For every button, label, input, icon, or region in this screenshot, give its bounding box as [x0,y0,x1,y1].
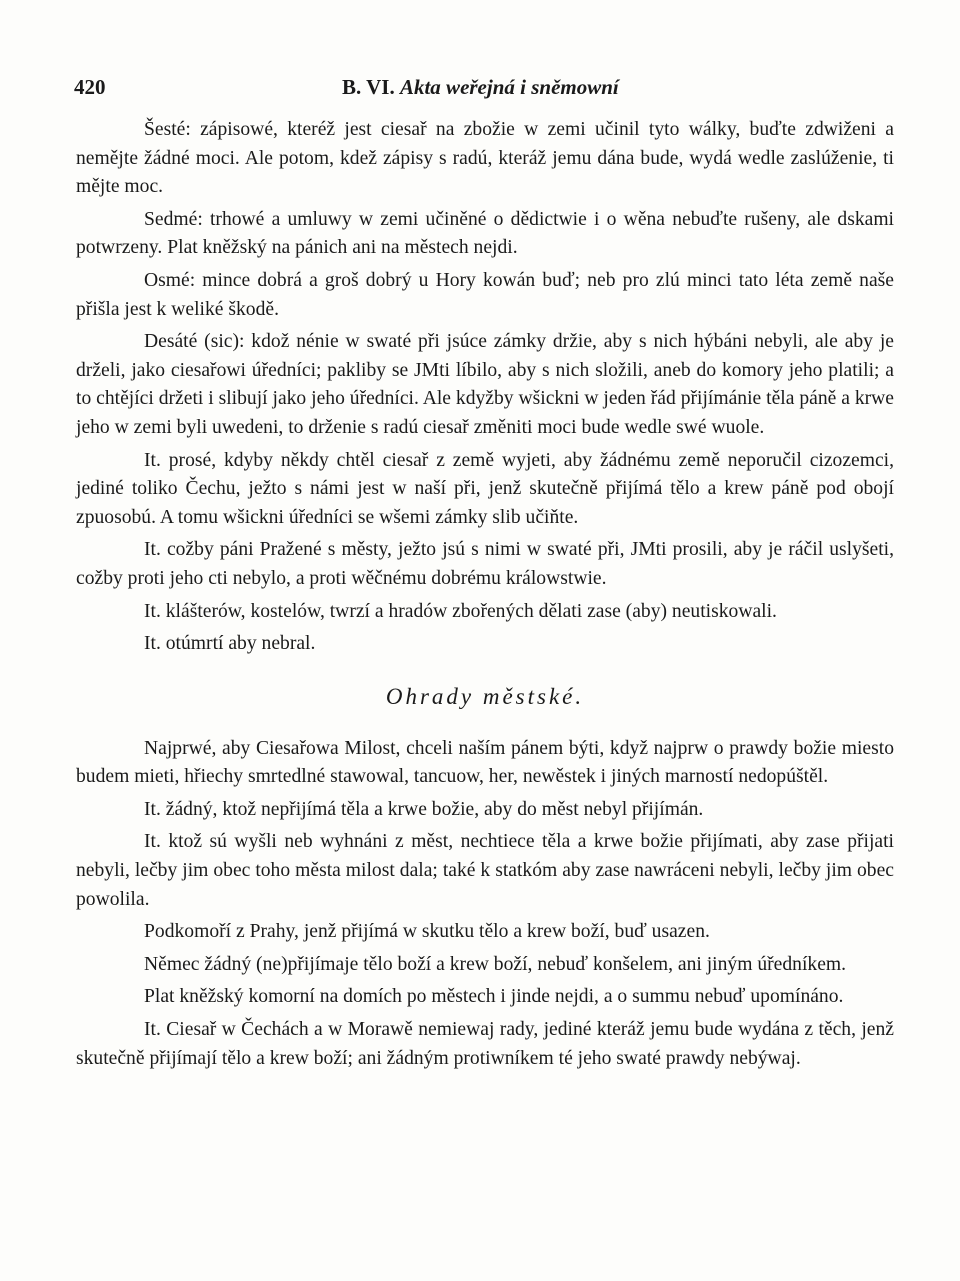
paragraph: Osmé: mince dobrá a groš dobrý u Hory kowán buď; neb pro zlú minci tato léta země naše přišla jest k weliké škodě. [76,269,894,320]
paragraph: It. klášterów, kostelów, twrzí a hradów zbořených dělati zase (aby) neutiskowali. [144,600,777,622]
paragraph: It. Ciesař w Čechách a w Morawě nemiewaj rady, jediné kteráž jemu bude wydána z těch, jenž skutečně přijímají tělo a krew boží; ani žádným protiwníkem té jeho swaté prawdy nebýwaj. [76,1019,894,1069]
body-text [76,116,894,1077]
paragraph: Šesté: zápisowé, kteréž jest ciesař na zbožie w zemi učinil tyto wálky, buďte zdwiženi a nemějte žádné moci. Ale potom, kdež zápisy s radú, kteráž jemu dána bude, wydá wedle zaslúženie, ti mějte moc. [76,119,894,198]
paragraph: It. otúmrtí aby nebral. [144,633,316,655]
page-number: 420 [74,75,106,99]
paragraph: It. ktož sú wyšli neb wyhnáni z měst, nechtiece těla a krwe božie přijímati, aby zase přijati nebyli, lečby jim obec toho města milost dala; také k statkóm aby zase nawráceni nebyli, lečby jim obec powolila. [76,831,894,910]
section-label: Akta weřejná i sněmowní [399,75,619,99]
paragraph: It. žádný, ktož nepřijímá těla a krwe božie, aby do měst nebyl přijímán. [144,798,704,820]
paragraph: Najprwé, aby Ciesařowa Milost, chceli naším pánem býti, když najprw o prawdy božie miesto budem mieti, hřiechy smrtedlné stawowal, tancuow, her, newěstek i jiných marností nedopúštěl. [76,737,894,788]
running-head [74,72,894,102]
paragraph: Němec žádný (ne)přijímaje tělo boží a krew boží, nebuď konšelem, ani jiným úředníkem. [144,953,847,975]
paragraph: Sedmé: trhowé a umluwy w zemi učiněné o dědictwie i o wěna nebuďte rušeny, ale dskami potwrzeny. Plat kněžský na pánich ani na městech nejdi. [76,208,894,259]
paragraph: Plat kněžský komorní na domích po městech i jinde nejdi, a o summu nebuď upomínáno. [144,986,844,1008]
section-heading: Ohrady městské. [385,683,585,709]
paragraph: It. prosé, kdyby někdy chtěl ciesař z země wyjeti, aby žádnému země neporučil cizozemci, jediné toliko Čechu, ježto s námi jest w naší při, jenž skutečně přijímá tělo a krew páně pod obojí zpuosobú. A tomu wšickni úředníci se wšemi zámky slib učiňte. [76,449,894,528]
paragraph: Podkomoří z Prahy, jenž přijímá w skutku tělo a krew boží, buď usazen. [144,921,710,943]
book-label: B. VI. [342,75,395,99]
section-title [342,72,619,102]
paragraph: Desáté (sic): kdož nénie w swaté při jsúce zámky držie, aby s nich hýbáni nebyli, ale aby je drželi, jako ciesařowi úředníci; pakliby se JMti líbilo, aby s nich složili, aneb do komory jeho platili; a to chtějíci držeti i slibují jako jeho úředníci. Ale kdyžby wšickni w jeden řád přijímánie těla páně a krwe jeho w zemi byli uwedeni, to drženie s radú ciesař změniti moci bude wedle swé wuole. [76,331,894,438]
paragraph: It. cožby páni Pražené s městy, ježto jsú s nimi w swaté při, JMti prosili, aby je ráčil uslyšeti, cožby proti jeho cti nebylo, a proti wěčnému dobrému králowstwie. [76,539,894,589]
